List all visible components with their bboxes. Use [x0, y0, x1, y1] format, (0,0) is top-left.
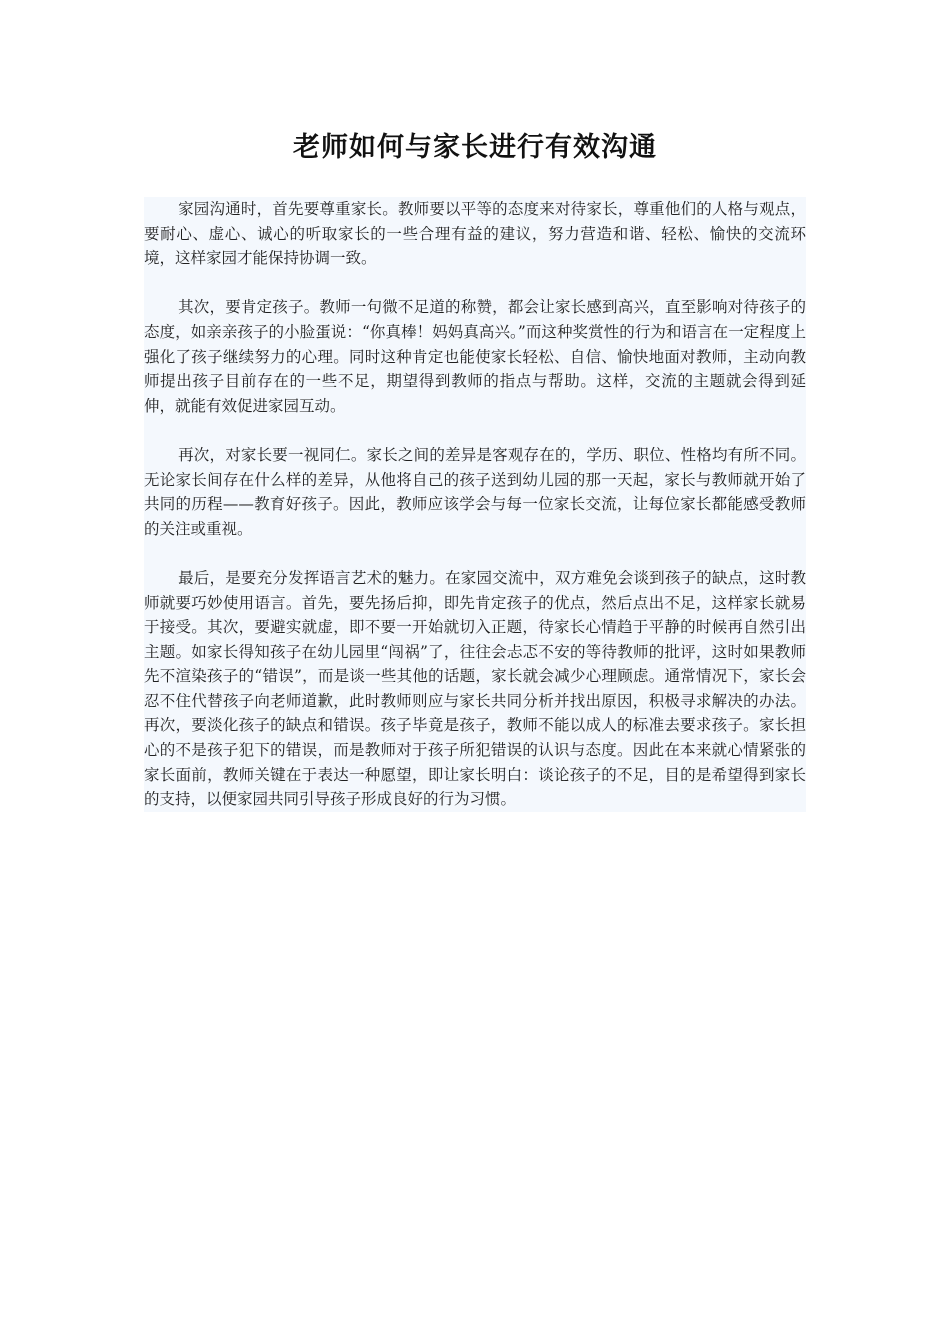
- paragraph-respect-parents: 家园沟通时，首先要尊重家长。教师要以平等的态度来对待家长，尊重他们的人格与观点，要耐心、虚心、诚心的听取家长的一些合理有益的建议，努力营造和谐、轻松、愉快的交流环境，这样家园才能保持协调一致。: [144, 200, 806, 268]
- article-body: [144, 197, 806, 812]
- paragraph-language-art: 最后，是要充分发挥语言艺术的魅力。在家园交流中，双方难免会谈到孩子的缺点，这时教师就要巧妙使用语言。首先，要先扬后抑，即先肯定孩子的优点，然后点出不足，这样家长就易于接受。其次，要避实就虚，即不要一开始就切入正题，待家长心情趋于平静的时候再自然引出主题。如家长得知孩子在幼儿园里“闯祸”了，往往会忐忑不安的等待教师的批评，这时如果教师先不渲染孩子的“错误”，而是谈一些其他的话题，家长就会减少心理顾虑。通常情况下，家长会忍不住代替孩子向老师道歉，此时教师则应与家长共同分析并找出原因，积极寻求解决的办法。再次，要淡化孩子的缺点和错误。孩子毕竟是孩子，教师不能以成人的标准去要求孩子。家长担心的不是孩子犯下的错误，而是教师对于孩子所犯错误的认识与态度。因此在本来就心情紧张的家长面前，教师关键在于表达一种愿望，即让家长明白：谈论孩子的不足，目的是希望得到家长的支持，以便家园共同引导孩子形成良好的行为习惯。: [144, 568, 806, 809]
- document-title: 老师如何与家长进行有效沟通: [293, 132, 657, 163]
- paragraph-treat-equally: 再次，对家长要一视同仁。家长之间的差异是客观存在的，学历、职位、性格均有所不同。无论家长间存在什么样的差异，从他将自己的孩子送到幼儿园的那一天起，家长与教师就开始了共同的历程——教育好孩子。因此，教师应该学会与每一位家长交流，让每位家长都能感受教师的关注或重视。: [144, 445, 806, 538]
- paragraph-spacer: [144, 418, 806, 443]
- paragraph-affirm-child: 其次，要肯定孩子。教师一句微不足道的称赞，都会让家长感到高兴，直至影响对待孩子的态度，如亲亲孩子的小脸蛋说：“你真棒！妈妈真高兴。”而这种奖赏性的行为和语言在一定程度上强化了孩子继续努力的心理。同时这种肯定也能使家长轻松、自信、愉快地面对教师，主动向教师提出孩子目前存在的一些不足，期望得到教师的指点与帮助。这样，交流的主题就会得到延伸，就能有效促进家园互动。: [144, 298, 806, 415]
- paragraph-spacer: [144, 271, 806, 296]
- paragraph-spacer: [144, 541, 806, 566]
